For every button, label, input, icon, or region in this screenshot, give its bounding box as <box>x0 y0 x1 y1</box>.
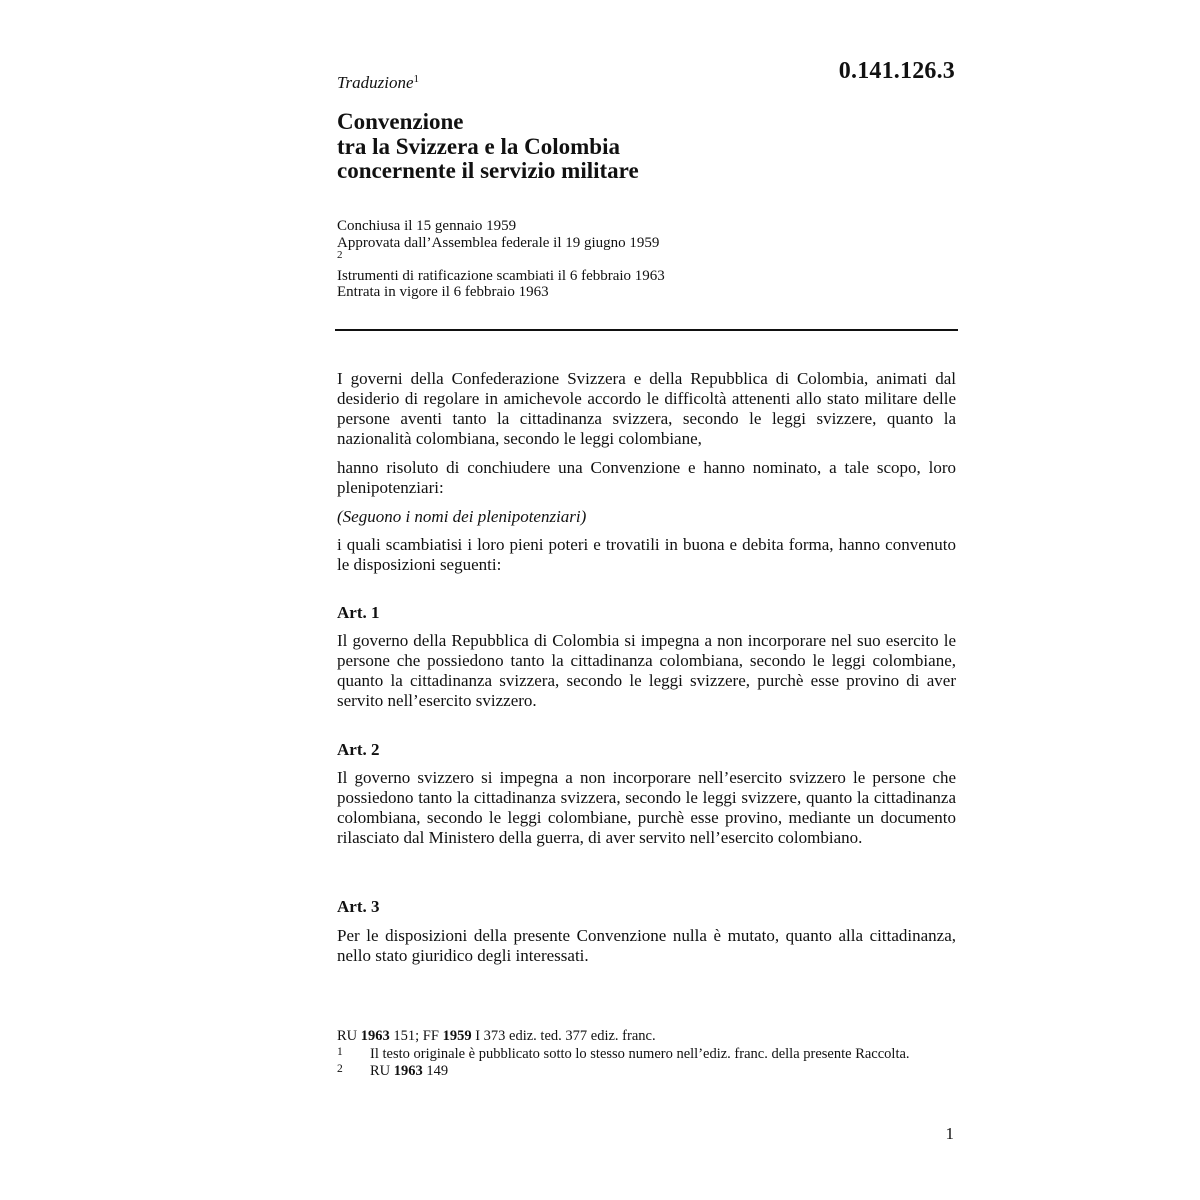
footnote-ref-1[interactable]: 1 <box>413 73 420 85</box>
article-1-heading: Art. 1 <box>337 603 380 622</box>
preamble-paragraph-2: hanno risoluto di conchiudere una Convenzione e hanno nominato, a tale scopo, loro plenipotenziari: <box>337 458 956 497</box>
sr-number: 0.141.126.3 <box>838 58 955 84</box>
page-number: 1 <box>945 1124 954 1143</box>
meta-approved-text: Approvata dall’Assemblea federale il 19 giugno 1959 <box>337 234 660 251</box>
meta-in-force: Entrata in vigore il 6 febbraio 1963 <box>337 284 549 300</box>
footnote-2-pre: RU <box>370 1063 394 1079</box>
footnote-2-year: 1963 <box>393 1063 423 1079</box>
document-title <box>337 110 639 184</box>
footnote-1-number: 1 <box>337 1046 343 1058</box>
translation-label <box>337 73 419 93</box>
footnote-2-number: 2 <box>337 1063 343 1075</box>
preamble-plenipotentiaries-note: (Seguono i nomi dei plenipotenziari) <box>337 507 587 526</box>
article-2-text: Il governo svizzero si impegna a non incorporare nell’esercito svizzero le persone che possiedono tanto la cittadinanza svizzera, secondo le leggi svizzere, quanto la cittadinanza colombiana, secondo le leggi colombiane, purchè esse provino, mediante un documento rilasciato dal Ministero della guerra, di aver servito nell’esercito colombiano. <box>337 768 956 847</box>
article-3-heading: Art. 3 <box>337 897 380 916</box>
article-3-text: Per le disposizioni della presente Convenzione nulla è mutato, quanto alla cittadinanza, nello stato giuridico degli interessati. <box>337 926 956 965</box>
preamble-paragraph-1: I governi della Confederazione Svizzera e della Repubblica di Colombia, animati dal desiderio di regolare in amichevole accordo le difficoltà attenenti allo stato militare delle persone aventi tanto la cittadinanza svizzera, secondo le leggi svizzere, quanto la nazionalità colombiana, secondo le leggi colombiane, <box>337 369 956 448</box>
footnote-source-ru-year: 1963 <box>360 1028 390 1044</box>
footnote-ref-2[interactable]: 2 <box>337 249 343 261</box>
document-metadata <box>337 218 665 301</box>
footnote-2-post: 149 <box>422 1063 449 1079</box>
header-divider <box>335 329 958 331</box>
footnote-source-ff-rest: I 373 ediz. ted. 377 ediz. franc. <box>471 1028 656 1044</box>
preamble-paragraph-4: i quali scambiatisi i loro pieni poteri e trovatili in buona e debita forma, hanno convenuto le disposizioni seguenti: <box>337 535 956 574</box>
article-2-heading: Art. 2 <box>337 740 380 759</box>
meta-concluded: Conchiusa il 15 gennaio 1959 <box>337 218 517 234</box>
footnote-source-ff-year: 1959 <box>442 1028 472 1044</box>
footnote-1-text: Il testo originale è pubblicato sotto lo stesso numero nell’ediz. franc. della presente Raccolta. <box>370 1046 910 1062</box>
meta-ratification: Istrumenti di ratificazione scambiati il 6 febbraio 1963 <box>337 267 665 284</box>
title-line-2: tra la Svizzera e la Colombia <box>337 133 620 159</box>
meta-approved <box>337 235 665 268</box>
footnote-source <box>337 1028 937 1044</box>
translation-label-text: Traduzione <box>337 73 414 92</box>
title-line-3: concernente il servizio militare <box>337 158 639 183</box>
footnote-2 <box>337 1063 937 1079</box>
footnote-source-ru: RU <box>337 1028 361 1044</box>
footnote-1 <box>337 1046 937 1062</box>
article-1-text: Il governo della Repubblica di Colombia si impegna a non incorporare nel suo esercito le persone che possiedono tanto la cittadinanza colombiana, secondo le leggi colombiane, quanto la cittadinanza svizzera, secondo le leggi svizzere, purchè esse provino di aver servito nell’esercito svizzero. <box>337 631 956 710</box>
title-line-1: Convenzione <box>337 109 464 134</box>
footnote-source-ru-rest: 151; FF <box>389 1028 443 1044</box>
footnotes <box>337 1028 937 1079</box>
